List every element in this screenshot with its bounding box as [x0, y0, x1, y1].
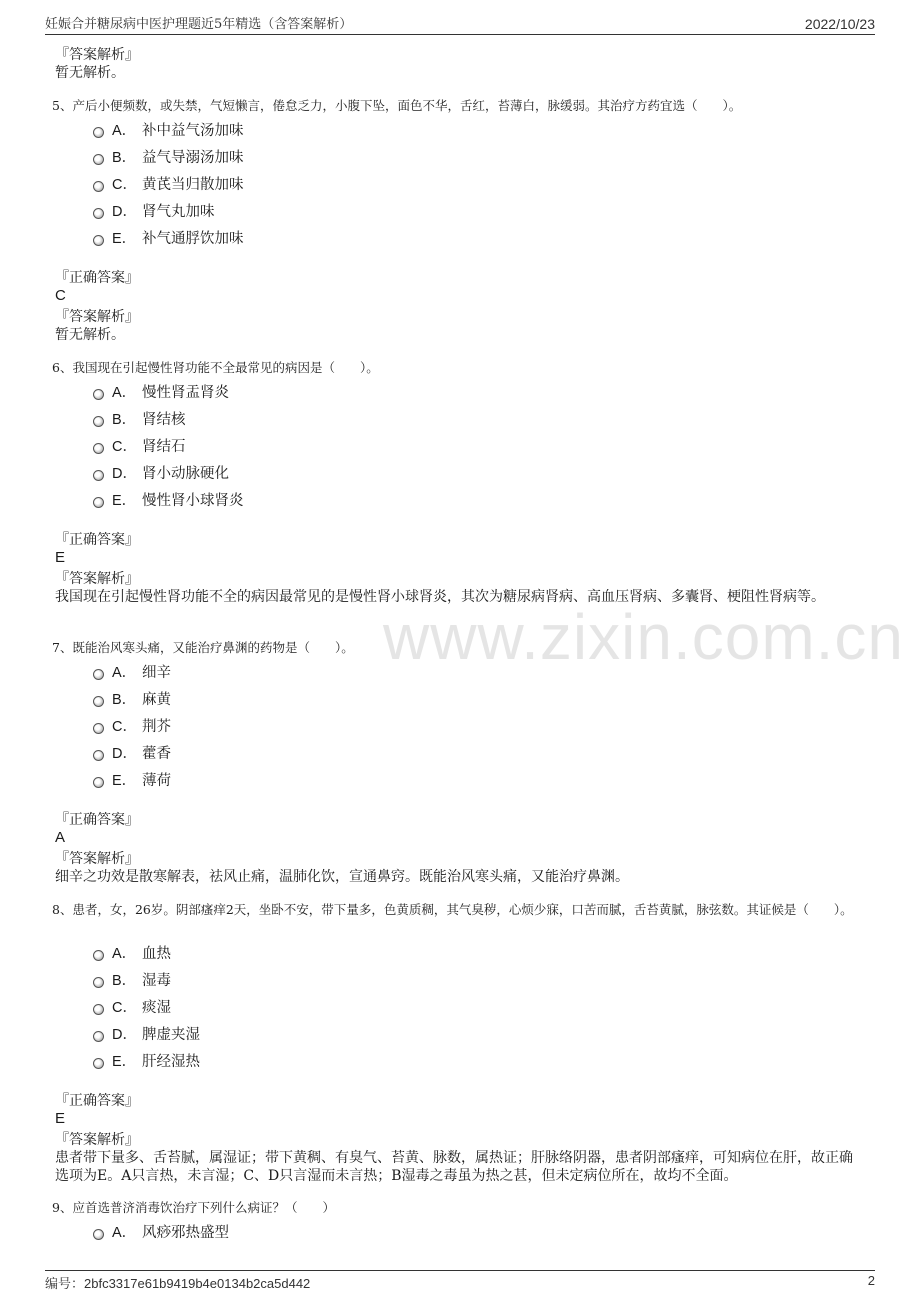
radio-icon[interactable]: [93, 208, 104, 219]
question-9-stem: 9、应首选普济消毒饮治疗下列什么病证？（ ）: [52, 1200, 335, 1215]
question-6-stem: 6、我国现在引起慢性肾功能不全最常见的病因是（ ）。: [52, 360, 379, 375]
document-title: 妊娠合并糖尿病中医护理题近5年精选（含答案解析）: [45, 17, 353, 32]
q7-correct-answer: A: [55, 829, 66, 846]
q7-option-b[interactable]: B． 麻黄: [93, 688, 171, 708]
q6-correct-answer: E: [55, 549, 66, 566]
q8-correct-label: 『正确答案』: [55, 1093, 139, 1109]
q9-option-a[interactable]: A． 风痧邪热盛型: [93, 1221, 229, 1241]
radio-icon[interactable]: [93, 154, 104, 165]
prev-analysis-label: 『答案解析』: [55, 47, 139, 63]
radio-icon[interactable]: [93, 750, 104, 761]
q5-analysis-text: 暂无解析。: [55, 327, 125, 343]
q8-correct-answer: E: [55, 1110, 66, 1127]
q5-correct-label: 『正确答案』: [55, 270, 139, 286]
q6-option-d[interactable]: D． 肾小动脉硬化: [93, 462, 229, 482]
page-header: [45, 10, 875, 35]
q5-option-e[interactable]: E． 补气通脬饮加味: [93, 227, 244, 247]
q8-option-a[interactable]: A． 血热: [93, 942, 171, 962]
q8-analysis-label: 『答案解析』: [55, 1132, 139, 1148]
q7-option-a[interactable]: A． 细辛: [93, 661, 171, 681]
document-code: 编号：2bfc3317e61b9419b4e0134b2ca5d442: [45, 1276, 311, 1291]
q5-option-b[interactable]: B． 益气导溺汤加味: [93, 146, 244, 166]
q5-analysis-label: 『答案解析』: [55, 309, 139, 325]
q8-option-b[interactable]: B． 湿毒: [93, 969, 171, 989]
q5-option-d[interactable]: D． 肾气丸加味: [93, 200, 215, 220]
radio-icon[interactable]: [93, 1004, 104, 1015]
watermark: www.zixin.com.cn: [383, 601, 904, 673]
prev-analysis-text: 暂无解析。: [55, 65, 125, 81]
document-date: 2022/10/23: [804, 16, 875, 32]
radio-icon[interactable]: [93, 497, 104, 508]
radio-icon[interactable]: [93, 127, 104, 138]
radio-icon[interactable]: [93, 977, 104, 988]
question-5-stem: 5、产后小便频数，或失禁，气短懒言，倦怠乏力，小腹下坠，面色不华，舌红，苔薄白，脉缓弱。其治疗方药宜选（ ）。: [52, 98, 742, 113]
radio-icon[interactable]: [93, 1031, 104, 1042]
page-footer: [45, 1270, 875, 1293]
q7-option-e[interactable]: E． 薄荷: [93, 769, 171, 789]
radio-icon[interactable]: [93, 669, 104, 680]
q8-option-d[interactable]: D． 脾虚夹湿: [93, 1023, 200, 1043]
q7-option-d[interactable]: D． 藿香: [93, 742, 171, 762]
q8-option-e[interactable]: E． 肝经湿热: [93, 1050, 200, 1070]
q6-option-a[interactable]: A． 慢性肾盂肾炎: [93, 381, 229, 401]
radio-icon[interactable]: [93, 1229, 104, 1240]
question-7-stem: 7、既能治风寒头痛，又能治疗鼻渊的药物是（ ）。: [52, 640, 354, 655]
q7-analysis-label: 『答案解析』: [55, 851, 139, 867]
q6-option-b[interactable]: B． 肾结核: [93, 408, 186, 428]
q5-option-a[interactable]: A． 补中益气汤加味: [93, 119, 244, 139]
q7-option-c[interactable]: C． 荆芥: [93, 715, 171, 735]
q6-option-e[interactable]: E． 慢性肾小球肾炎: [93, 489, 244, 509]
q8-option-c[interactable]: C． 痰湿: [93, 996, 171, 1016]
radio-icon[interactable]: [93, 443, 104, 454]
question-8-stem: 8、患者，女，26岁。阴部瘙痒2天，坐卧不安，带下量多，色黄质稠，其气臭秽，心烦少寐，口苦而腻，舌苔黄腻，脉弦数。其证候是（ ）。: [52, 902, 853, 917]
q7-analysis-text: 细辛之功效是散寒解表，祛风止痛，温肺化饮，宣通鼻窍。既能治风寒头痛，又能治疗鼻渊。: [55, 869, 629, 885]
radio-icon[interactable]: [93, 416, 104, 427]
radio-icon[interactable]: [93, 235, 104, 246]
radio-icon[interactable]: [93, 1058, 104, 1069]
q6-analysis-label: 『答案解析』: [55, 571, 139, 587]
radio-icon[interactable]: [93, 950, 104, 961]
radio-icon[interactable]: [93, 470, 104, 481]
radio-icon[interactable]: [93, 181, 104, 192]
page-number: 2: [867, 1273, 875, 1288]
radio-icon[interactable]: [93, 696, 104, 707]
q5-option-c[interactable]: C． 黄芪当归散加味: [93, 173, 244, 193]
q7-correct-label: 『正确答案』: [55, 812, 139, 828]
q5-correct-answer: C: [55, 287, 66, 304]
radio-icon[interactable]: [93, 723, 104, 734]
radio-icon[interactable]: [93, 389, 104, 400]
radio-icon[interactable]: [93, 777, 104, 788]
q8-analysis-text: 患者带下量多、舌苔腻，属湿证；带下黄稠、有臭气、苔黄、脉数，属热证；肝脉络阴器，患者阴部瘙痒，可知病位在肝，故正确选项为E。A只言热，未言湿；C、D只言湿而未言热；B湿毒之毒虽为热之甚，但未定病位所在，故均不全面。: [55, 1150, 853, 1184]
q6-analysis-text: 我国现在引起慢性肾功能不全的病因最常见的是慢性肾小球肾炎，其次为糖尿病肾病、高血压肾病、多囊肾、梗阻性肾病等。: [55, 589, 825, 605]
q6-correct-label: 『正确答案』: [55, 532, 139, 548]
q6-option-c[interactable]: C． 肾结石: [93, 435, 186, 455]
